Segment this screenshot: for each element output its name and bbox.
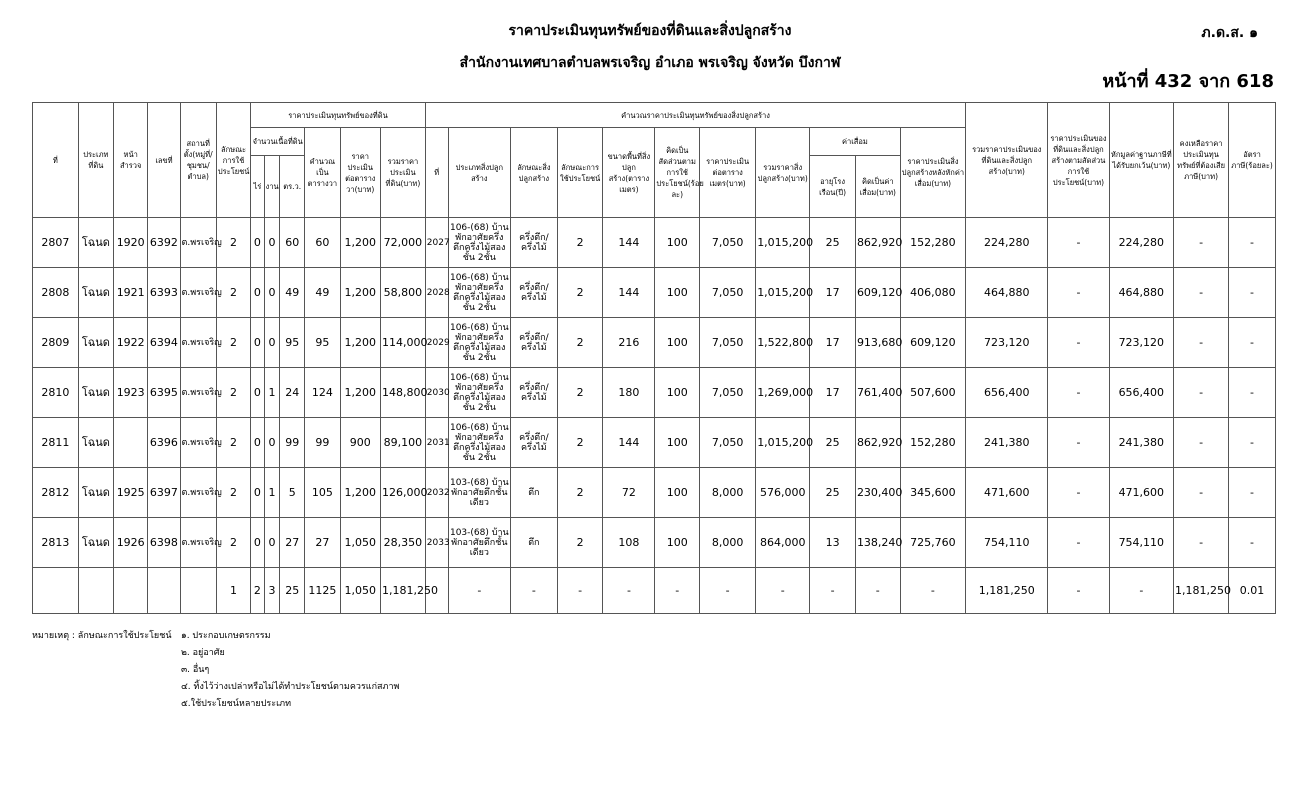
cell-bnet: 152,280 [900, 218, 966, 268]
cell-bchar: ตึก [510, 518, 557, 568]
cell-age: 17 [810, 268, 856, 318]
cell-ngan: 1 [264, 368, 280, 418]
total-cell-loc [180, 568, 216, 614]
total-row [33, 568, 1276, 614]
col-exemption: หักมูลค่าฐานภาษีที่ได้รับยกเว้น(บาท) [1109, 103, 1173, 218]
cell-usage: 2 [216, 518, 250, 568]
cell-no: 2809 [33, 318, 79, 368]
cell-no: 2807 [33, 218, 79, 268]
cell-land: 148,800 [381, 368, 426, 418]
cell-bpsqm: 8,000 [700, 468, 756, 518]
cell-num: 6396 [148, 418, 180, 468]
cell-num: 6394 [148, 318, 180, 368]
col-dep-amount: คิดเป็นค่าเสื่อม(บาท) [855, 156, 900, 218]
col-survey-page: หน้าสำรวจ [114, 103, 148, 218]
cell-btotal: 576,000 [756, 468, 810, 518]
total-cell-num [148, 568, 180, 614]
document-subtitle: สำนักงานเทศบาลตำบลพรเจริญ อำเภอ พรเจริญ จังหวัด บึงกาฬ [459, 55, 841, 71]
cell-num: 6392 [148, 218, 180, 268]
cell-no: 2808 [33, 268, 79, 318]
cell-bnet: 725,760 [900, 518, 966, 568]
col-doc-type: ประเภทที่ดิน [78, 103, 113, 218]
cell-barea: 180 [603, 368, 655, 418]
cell-bchar: ครึ่งตึก/ครึ่งไม้ [510, 318, 557, 368]
cell-dep: 913,680 [855, 318, 900, 368]
cell-wa: 5 [280, 468, 305, 518]
cell-bpsqm: 7,050 [700, 268, 756, 318]
cell-age: 13 [810, 518, 856, 568]
cell-prop: - [1048, 218, 1109, 268]
cell-rai: 0 [251, 268, 265, 318]
cell-rate: - [1229, 418, 1276, 468]
cell-loc: ต.พรเจริญ [180, 468, 216, 518]
total-cell-barea: - [603, 568, 655, 614]
cell-ngan: 1 [264, 468, 280, 518]
cell-exempt: 656,400 [1109, 368, 1173, 418]
cell-grand: 656,400 [966, 368, 1048, 418]
cell-age: 25 [810, 468, 856, 518]
cell-prop: - [1048, 318, 1109, 368]
cell-rai: 0 [251, 218, 265, 268]
cell-land: 72,000 [381, 218, 426, 268]
total-cell-no [33, 568, 79, 614]
cell-barea: 144 [603, 268, 655, 318]
total-cell-land: 1,181,250 [381, 568, 426, 614]
group-land-area: จำนวนเนื้อที่ดิน [251, 128, 305, 156]
cell-usage: 2 [216, 368, 250, 418]
total-cell-age: - [810, 568, 856, 614]
cell-exempt: 723,120 [1109, 318, 1173, 368]
cell-bpsqm: 7,050 [700, 368, 756, 418]
group-building-value: คำนวณราคาประเมินทุนทรัพย์ของสิ่งปลูกสร้าง [425, 103, 965, 128]
cell-rate: - [1229, 368, 1276, 418]
cell-remain: - [1174, 418, 1229, 468]
cell-bchar: ครึ่งตึก/ครึ่งไม้ [510, 218, 557, 268]
cell-btotal: 1,522,800 [756, 318, 810, 368]
cell-remain: - [1174, 268, 1229, 318]
cell-btotal: 1,015,200 [756, 268, 810, 318]
cell-remain: - [1174, 218, 1229, 268]
cell-barea: 144 [603, 218, 655, 268]
cell-doc: โฉนด [78, 518, 113, 568]
table-row [33, 218, 1276, 268]
total-cell-bpsqm: - [700, 568, 756, 614]
cell-sqwa: 27 [305, 518, 340, 568]
cell-prop: - [1048, 368, 1109, 418]
cell-btype: 106-(68) บ้านพักอาศัยครึ่งตึกครึ่งไม้สองชั้น 2ชั้น [448, 318, 510, 368]
cell-survey: 1926 [114, 518, 148, 568]
cell-ppw: 1,200 [340, 268, 381, 318]
cell-bpsqm: 7,050 [700, 218, 756, 268]
total-cell-rate: 0.01 [1229, 568, 1276, 614]
total-cell-ppw: 1,050 [340, 568, 381, 614]
cell-loc: ต.พรเจริญ [180, 368, 216, 418]
cell-btype: 103-(68) บ้านพักอาศัยตึกชั้นเดียว [448, 518, 510, 568]
cell-doc: โฉนด [78, 268, 113, 318]
cell-ngan: 0 [264, 268, 280, 318]
cell-rate: - [1229, 518, 1276, 568]
col-price-per-wa: ราคาประเมินต่อตารางวา(บาท) [340, 128, 381, 218]
cell-land: 89,100 [381, 418, 426, 468]
cell-usage: 2 [216, 318, 250, 368]
cell-remain: - [1174, 468, 1229, 518]
cell-usage: 2 [216, 468, 250, 518]
cell-dep: 609,120 [855, 268, 900, 318]
cell-land: 28,350 [381, 518, 426, 568]
col-wa: ตร.ว. [280, 156, 305, 218]
col-bldg-no: ที่ [425, 128, 448, 218]
cell-doc: โฉนด [78, 218, 113, 268]
note-item: ๒. อยู่อาศัย [181, 648, 225, 658]
col-ngan: งาน [264, 156, 280, 218]
cell-btype: 106-(68) บ้านพักอาศัยครึ่งตึกครึ่งไม้สองชั้น 2ชั้น [448, 268, 510, 318]
cell-ngan: 0 [264, 218, 280, 268]
cell-loc: ต.พรเจริญ [180, 518, 216, 568]
cell-grand: 471,600 [966, 468, 1048, 518]
cell-rate: - [1229, 318, 1276, 368]
cell-wa: 95 [280, 318, 305, 368]
cell-rai: 0 [251, 418, 265, 468]
total-cell-remain: 1,181,250 [1174, 568, 1229, 614]
col-bldg-usage: ลักษณะการใช้ประโยชน์ [557, 128, 603, 218]
table-body [33, 218, 1276, 614]
cell-dep: 862,920 [855, 418, 900, 468]
note-item: ๔. ทิ้งไว้ว่างเปล่าหรือไม่ได้ทำประโยชน์ตามควรแก่สภาพ [181, 682, 400, 692]
cell-land: 114,000 [381, 318, 426, 368]
cell-ppw: 900 [340, 418, 381, 468]
cell-busage: 2 [557, 418, 603, 468]
col-age: อายุโรงเรือน(ปี) [810, 156, 856, 218]
total-cell-dep: - [855, 568, 900, 614]
total-cell-bpct: - [655, 568, 700, 614]
cell-wa: 24 [280, 368, 305, 418]
table-row [33, 268, 1276, 318]
cell-bno: 2028 [425, 268, 448, 318]
cell-sqwa: 105 [305, 468, 340, 518]
cell-wa: 99 [280, 418, 305, 468]
cell-bno: 2033 [425, 518, 448, 568]
cell-ppw: 1,200 [340, 368, 381, 418]
cell-bpct: 100 [655, 368, 700, 418]
col-proportional: ราคาประเมินของที่ดินและสิ่งปลูกสร้างตามสัดส่วนการใช้ประโยชน์(บาท) [1048, 103, 1109, 218]
cell-ppw: 1,050 [340, 518, 381, 568]
cell-doc: โฉนด [78, 468, 113, 518]
col-bldg-price-sqm: ราคาประเมินต่อตารางเมตร(บาท) [700, 128, 756, 218]
notes-label: หมายเหตุ : ลักษณะการใช้ประโยชน์ [32, 631, 172, 641]
cell-btype: 106-(68) บ้านพักอาศัยครึ่งตึกครึ่งไม้สองชั้น 2ชั้น [448, 368, 510, 418]
cell-exempt: 471,600 [1109, 468, 1173, 518]
cell-rate: - [1229, 268, 1276, 318]
cell-doc: โฉนด [78, 368, 113, 418]
cell-btotal: 1,269,000 [756, 368, 810, 418]
cell-age: 25 [810, 418, 856, 468]
cell-bno: 2032 [425, 468, 448, 518]
total-cell-btotal: - [756, 568, 810, 614]
cell-sqwa: 124 [305, 368, 340, 418]
cell-land: 126,000 [381, 468, 426, 518]
cell-bno: 2031 [425, 418, 448, 468]
group-land-value: ราคาประเมินทุนทรัพย์ของที่ดิน [251, 103, 426, 128]
cell-wa: 49 [280, 268, 305, 318]
cell-bchar: ครึ่งตึก/ครึ่งไม้ [510, 268, 557, 318]
cell-grand: 241,380 [966, 418, 1048, 468]
col-bldg-type: ประเภทสิ่งปลูกสร้าง [448, 128, 510, 218]
cell-survey: 1920 [114, 218, 148, 268]
cell-num: 6395 [148, 368, 180, 418]
cell-dep: 230,400 [855, 468, 900, 518]
col-sqwa: คำนวณเป็นตารางวา [305, 128, 340, 218]
cell-sqwa: 99 [305, 418, 340, 468]
col-bldg-total: รวมราคาสิ่งปลูกสร้าง(บาท) [756, 128, 810, 218]
cell-busage: 2 [557, 318, 603, 368]
cell-bnet: 507,600 [900, 368, 966, 418]
cell-btotal: 1,015,200 [756, 218, 810, 268]
col-usage: ลักษณะการใช้ประโยชน์ [216, 103, 250, 218]
col-bldg-area: ขนาดพื้นที่สิ่งปลูกสร้าง(ตารางเมตร) [603, 128, 655, 218]
cell-exempt: 464,880 [1109, 268, 1173, 318]
cell-grand: 464,880 [966, 268, 1048, 318]
cell-sqwa: 49 [305, 268, 340, 318]
total-cell-btype: - [448, 568, 510, 614]
cell-busage: 2 [557, 218, 603, 268]
cell-no: 2810 [33, 368, 79, 418]
cell-btotal: 864,000 [756, 518, 810, 568]
cell-num: 6398 [148, 518, 180, 568]
col-grand-total: รวมราคาประเมินของที่ดินและสิ่งปลูกสร้าง(บาท) [966, 103, 1048, 218]
cell-age: 25 [810, 218, 856, 268]
col-bldg-net: ราคาประเมินสิ่งปลูกสร้างหลังหักค่าเสื่อม(บาท) [900, 128, 966, 218]
cell-prop: - [1048, 418, 1109, 468]
cell-rai: 0 [251, 318, 265, 368]
cell-loc: ต.พรเจริญ [180, 318, 216, 368]
cell-ngan: 0 [264, 418, 280, 468]
col-remaining: คงเหลือราคาประเมินทุนทรัพย์ที่ต้องเสียภาษี(บาท) [1174, 103, 1229, 218]
total-cell-grand: 1,181,250 [966, 568, 1048, 614]
cell-age: 17 [810, 368, 856, 418]
cell-barea: 216 [603, 318, 655, 368]
cell-bnet: 152,280 [900, 418, 966, 468]
cell-ppw: 1,200 [340, 218, 381, 268]
total-cell-ngan: 3 [264, 568, 280, 614]
cell-barea: 108 [603, 518, 655, 568]
total-cell-prop: - [1048, 568, 1109, 614]
cell-num: 6397 [148, 468, 180, 518]
form-code: ภ.ด.ส. ๑ [1201, 25, 1258, 41]
cell-grand: 224,280 [966, 218, 1048, 268]
table-row [33, 518, 1276, 568]
cell-grand: 723,120 [966, 318, 1048, 368]
cell-rai: 0 [251, 368, 265, 418]
cell-barea: 144 [603, 418, 655, 468]
cell-ppw: 1,200 [340, 468, 381, 518]
cell-exempt: 754,110 [1109, 518, 1173, 568]
total-cell-usage: 1 [216, 568, 250, 614]
cell-prop: - [1048, 268, 1109, 318]
cell-rate: - [1229, 468, 1276, 518]
col-tax-rate: อัตราภาษี(ร้อยละ) [1229, 103, 1276, 218]
cell-survey: 1923 [114, 368, 148, 418]
table-row [33, 468, 1276, 518]
cell-survey: 1922 [114, 318, 148, 368]
cell-survey: 1921 [114, 268, 148, 318]
cell-busage: 2 [557, 468, 603, 518]
cell-loc: ต.พรเจริญ [180, 218, 216, 268]
cell-bpct: 100 [655, 518, 700, 568]
note-item: ๓. อื่นๆ [181, 665, 210, 675]
cell-doc: โฉนด [78, 418, 113, 468]
cell-dep: 862,920 [855, 218, 900, 268]
table-row [33, 318, 1276, 368]
cell-land: 58,800 [381, 268, 426, 318]
table-row [33, 368, 1276, 418]
cell-busage: 2 [557, 518, 603, 568]
cell-ngan: 0 [264, 518, 280, 568]
col-bldg-char: ลักษณะสิ่งปลูกสร้าง [510, 128, 557, 218]
col-number: เลขที่ [148, 103, 180, 218]
page-number: หน้าที่ 432 จาก 618 [1102, 71, 1274, 92]
cell-usage: 2 [216, 268, 250, 318]
cell-bno: 2027 [425, 218, 448, 268]
note-item: ๑. ประกอบเกษตรกรรม [181, 631, 271, 641]
cell-grand: 754,110 [966, 518, 1048, 568]
total-cell-bnet: - [900, 568, 966, 614]
cell-barea: 72 [603, 468, 655, 518]
cell-bchar: ตึก [510, 468, 557, 518]
cell-num: 6393 [148, 268, 180, 318]
total-cell-rai: 2 [251, 568, 265, 614]
table-row [33, 418, 1276, 468]
cell-remain: - [1174, 318, 1229, 368]
cell-btype: 103-(68) บ้านพักอาศัยตึกชั้นเดียว [448, 468, 510, 518]
cell-bchar: ครึ่งตึก/ครึ่งไม้ [510, 418, 557, 468]
group-depreciation: ค่าเสื่อม [810, 128, 900, 156]
cell-rai: 0 [251, 468, 265, 518]
cell-btotal: 1,015,200 [756, 418, 810, 468]
cell-no: 2813 [33, 518, 79, 568]
cell-sqwa: 95 [305, 318, 340, 368]
assessment-table [32, 102, 1276, 614]
cell-survey [114, 418, 148, 468]
cell-remain: - [1174, 518, 1229, 568]
total-cell-exempt: - [1109, 568, 1173, 614]
cell-btype: 106-(68) บ้านพักอาศัยครึ่งตึกครึ่งไม้สองชั้น 2ชั้น [448, 218, 510, 268]
cell-bno: 2029 [425, 318, 448, 368]
cell-prop: - [1048, 468, 1109, 518]
cell-wa: 27 [280, 518, 305, 568]
note-item: ๕.ใช้ประโยชน์หลายประเภท [181, 699, 292, 709]
cell-rai: 0 [251, 518, 265, 568]
cell-bchar: ครึ่งตึก/ครึ่งไม้ [510, 368, 557, 418]
cell-ngan: 0 [264, 318, 280, 368]
cell-bpsqm: 7,050 [700, 318, 756, 368]
cell-dep: 138,240 [855, 518, 900, 568]
cell-sqwa: 60 [305, 218, 340, 268]
total-cell-bchar: - [510, 568, 557, 614]
cell-no: 2811 [33, 418, 79, 468]
cell-busage: 2 [557, 368, 603, 418]
cell-rate: - [1229, 218, 1276, 268]
cell-wa: 60 [280, 218, 305, 268]
cell-age: 17 [810, 318, 856, 368]
cell-bnet: 609,120 [900, 318, 966, 368]
cell-usage: 2 [216, 418, 250, 468]
cell-survey: 1925 [114, 468, 148, 518]
col-no: ที่ [33, 103, 79, 218]
cell-no: 2812 [33, 468, 79, 518]
cell-bnet: 345,600 [900, 468, 966, 518]
cell-remain: - [1174, 368, 1229, 418]
cell-dep: 761,400 [855, 368, 900, 418]
total-cell-wa: 25 [280, 568, 305, 614]
cell-bnet: 406,080 [900, 268, 966, 318]
cell-bpct: 100 [655, 218, 700, 268]
notes [32, 628, 399, 713]
cell-exempt: 241,380 [1109, 418, 1173, 468]
cell-exempt: 224,280 [1109, 218, 1173, 268]
cell-loc: ต.พรเจริญ [180, 268, 216, 318]
document-title: ราคาประเมินทุนทรัพย์ของที่ดินและสิ่งปลูกสร้าง [508, 23, 792, 39]
col-rai: ไร่ [251, 156, 265, 218]
cell-bpct: 100 [655, 468, 700, 518]
cell-bpsqm: 8,000 [700, 518, 756, 568]
cell-bno: 2030 [425, 368, 448, 418]
col-land-total: รวมราคาประเมินที่ดิน(บาท) [381, 128, 426, 218]
total-cell-sqwa: 1125 [305, 568, 340, 614]
cell-bpct: 100 [655, 318, 700, 368]
cell-bpsqm: 7,050 [700, 418, 756, 468]
total-cell-survey [114, 568, 148, 614]
col-location: สถานที่ตั้ง(หมู่ที่/ชุมชน/ตำบล) [180, 103, 216, 218]
total-cell-busage: - [557, 568, 603, 614]
cell-bpct: 100 [655, 268, 700, 318]
cell-prop: - [1048, 518, 1109, 568]
cell-btype: 106-(68) บ้านพักอาศัยครึ่งตึกครึ่งไม้สองชั้น 2ชั้น [448, 418, 510, 468]
total-cell-doc [78, 568, 113, 614]
col-bldg-pct: คิดเป็นสัดส่วนตามการใช้ประโยชน์(ร้อยละ) [655, 128, 700, 218]
cell-bpct: 100 [655, 418, 700, 468]
cell-doc: โฉนด [78, 318, 113, 368]
cell-loc: ต.พรเจริญ [180, 418, 216, 468]
cell-ppw: 1,200 [340, 318, 381, 368]
cell-usage: 2 [216, 218, 250, 268]
cell-busage: 2 [557, 268, 603, 318]
